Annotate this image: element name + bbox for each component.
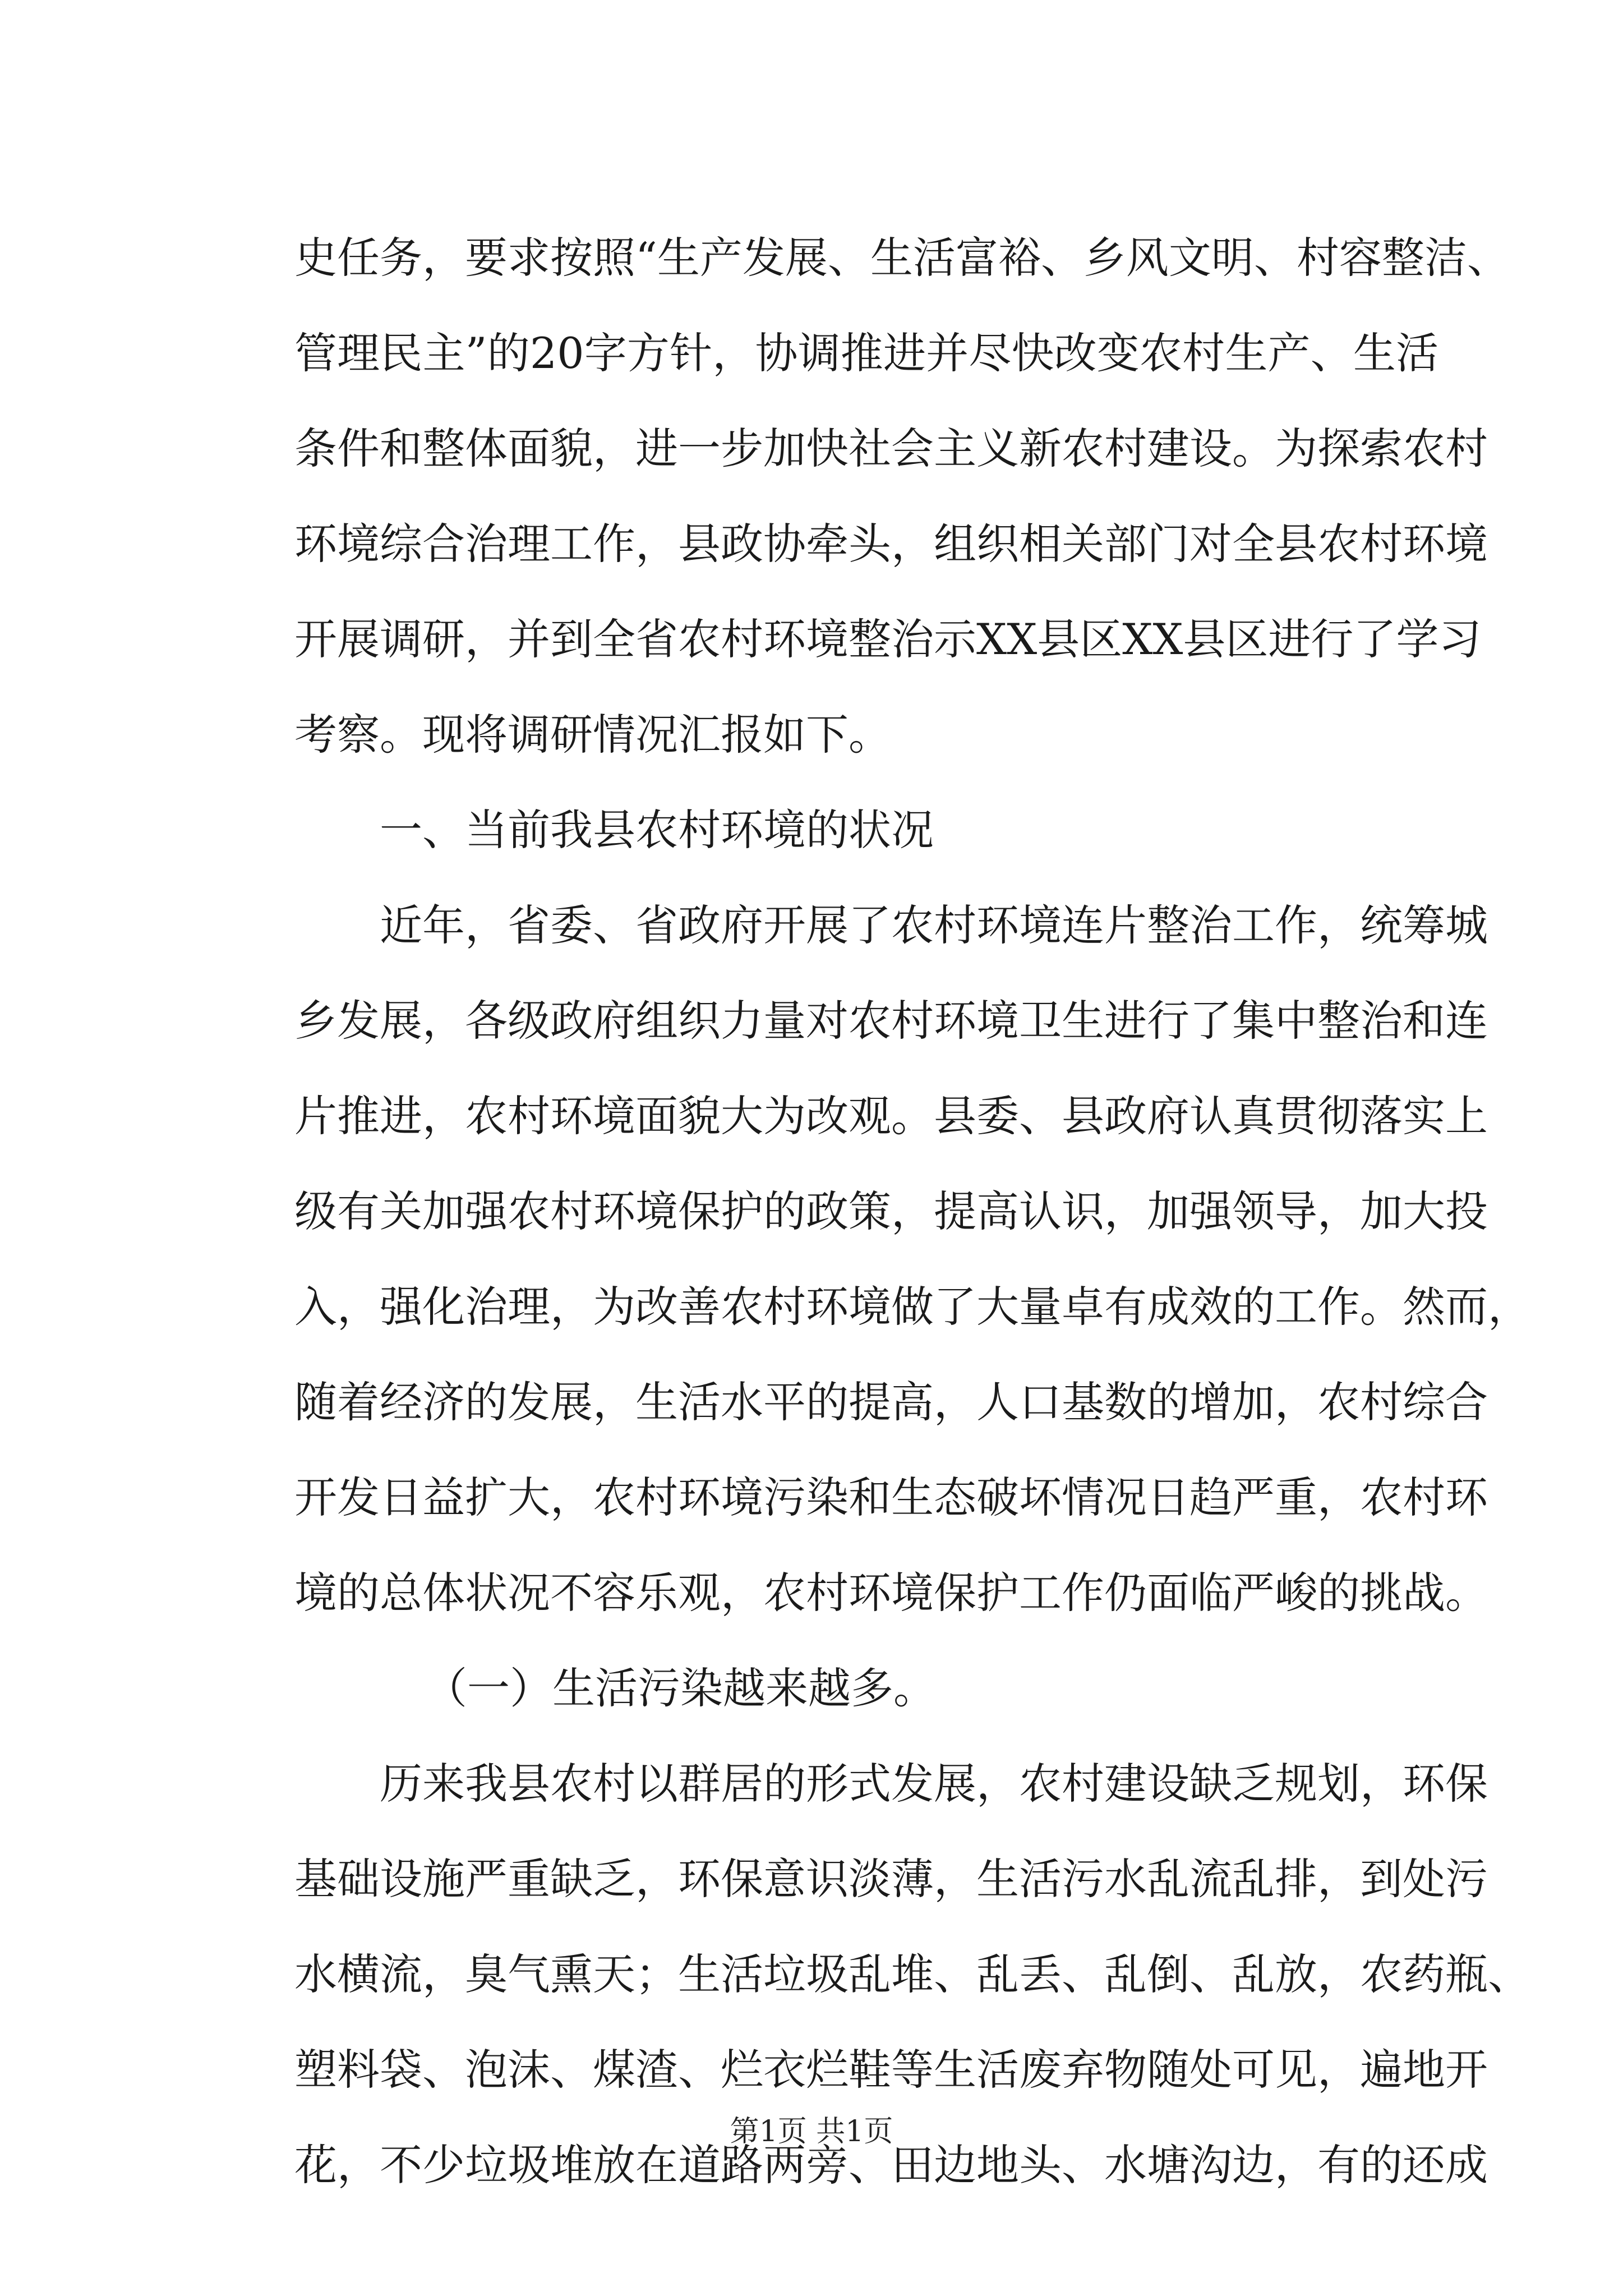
text-line: 历来我县农村以群居的形式发展，农村建设缺乏规划，环保 (380, 1759, 1488, 1809)
subsection-heading: （一）生活污染越来越多。 (425, 1663, 936, 1713)
page-number-footer: 第1页 共1页 (730, 2115, 893, 2148)
text-line: 近年，省委、省政府开展了农村环境连片整治工作，统筹城 (380, 900, 1488, 950)
text-line: 花，不少垃圾堆放在道路两旁、田边地头、水塘沟边，有的还成 (294, 2140, 1488, 2190)
text-line: 入，强化治理，为改善农村环境做了大量卓有成效的工作。然而， (294, 1282, 1530, 1332)
text-line: 乡发展，各级政府组织力量对农村环境卫生进行了集中整治和连 (294, 996, 1488, 1046)
document-body (294, 210, 1530, 2213)
text-line: 管理民主”的20字方针，协调推进并尽快改变农村生产、生活 (294, 328, 1438, 378)
text-line: 塑料袋、泡沫、煤渣、烂衣烂鞋等生活废弃物随处可见，遍地开 (294, 2045, 1488, 2095)
text-line: 片推进，农村环境面貌大为改观。县委、县政府认真贯彻落实上 (294, 1091, 1488, 1141)
text-line: 环境综合治理工作，县政协牵头，组织相关部门对全县农村环境 (294, 519, 1488, 569)
text-line: 条件和整体面貌，进一步加快社会主义新农村建设。为探索农村 (294, 424, 1488, 473)
section-heading: 一、当前我县农村环境的状况 (380, 805, 934, 855)
text-line: 境的总体状况不容乐观，农村环境保护工作仍面临严峻的挑战。 (294, 1568, 1488, 1618)
text-line: 基础设施严重缺乏，环保意识淡薄，生活污水乱流乱排，到处污 (294, 1854, 1488, 1904)
text-line: 随着经济的发展，生活水平的提高，人口基数的增加，农村综合 (294, 1377, 1488, 1427)
text-line: 水横流，臭气熏天；生活垃圾乱堆、乱丢、乱倒、乱放，农药瓶、 (294, 1949, 1530, 1999)
text-line: 开展调研，并到全省农村环境整治示XX县区XX县区进行了学习 (294, 614, 1482, 664)
text-line: 级有关加强农村环境保护的政策，提高认识，加强领导，加大投 (294, 1186, 1488, 1236)
text-line: 考察。现将调研情况汇报如下。 (294, 710, 891, 760)
text-line: 开发日益扩大，农村环境污染和生态破坏情况日趋严重，农村环 (294, 1473, 1488, 1522)
text-line: 史任务，要求按照“生产发展、生活富裕、乡风文明、村容整洁、 (294, 233, 1510, 283)
